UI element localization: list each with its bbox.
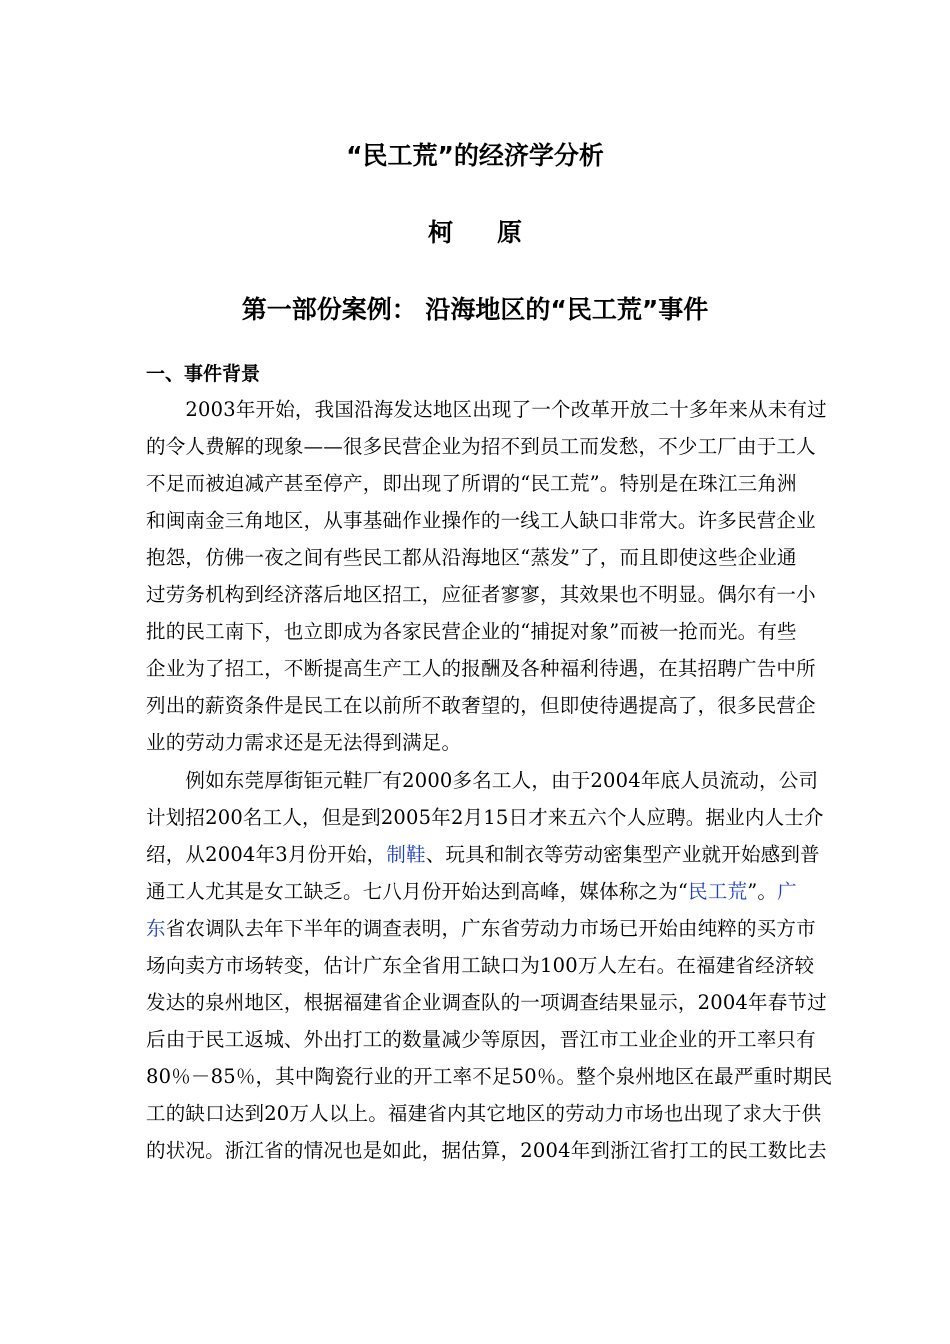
text-run: 企业为了招工，不断提高生产工人的报酬及各种福利待遇，在其招聘广告中所	[146, 657, 816, 681]
hyperlink[interactable]: 广	[777, 879, 797, 903]
author-family-char: 原	[497, 218, 523, 247]
part-title: 第一部份案例： 沿海地区的“民工荒”事件	[241, 295, 709, 324]
text-run: ”。	[747, 879, 778, 903]
text-run: 工的缺口达到20万人以上。福建省内其它地区的劳动力市场也出现了求大于供	[146, 1101, 822, 1125]
document-title: “民工荒”的经济学分析	[346, 141, 604, 170]
text-run: 计划招200名工人，但是到2005年2月15日才来五六个人应聘。据业内人士介	[146, 805, 824, 829]
text-run: 通工人尤其是女工缺乏。七八月份开始达到高峰，媒体称之为“	[146, 879, 689, 903]
body-line	[146, 765, 818, 793]
text-run: 的令人费解的现象——很多民营企业为招不到员工而发愁，不少工厂由于工人	[146, 435, 816, 459]
body-line	[146, 505, 816, 533]
text-run: 的状况。浙江省的情况也是如此，据估算，2004年到浙江省打工的民工数比去	[146, 1139, 827, 1162]
author-given-char: 柯	[427, 218, 453, 247]
hyperlink[interactable]: 制鞋	[386, 842, 426, 866]
body-line	[146, 468, 797, 496]
text-run: 列出的薪资条件是民工在以前所不敢奢望的，但即使待遇提高了，很多民营企	[146, 694, 816, 718]
text-run: 、玩具和制衣等劳动密集型产业就开始感到普	[425, 842, 820, 866]
text-run: 省农调队去年下半年的调查表明，广东省劳动力市场已开始由纯粹的买方市	[165, 916, 816, 940]
text-run: 抱怨，仿佛一夜之间有些民工都从沿海地区“蒸发”了，而且即使这些企业通	[146, 546, 797, 570]
body-line	[146, 1135, 827, 1163]
body-line	[146, 802, 824, 830]
text-run: 80％－85％，其中陶瓷行业的开工率不足50％。整个泉州地区在最严重时期民	[146, 1064, 833, 1088]
body-line	[146, 839, 820, 867]
body-line	[146, 653, 816, 681]
text-run: 发达的泉州地区，根据福建省企业调查队的一项调查结果显示，2004年春节过	[146, 990, 827, 1014]
body-line	[146, 1061, 832, 1089]
body-line	[146, 987, 827, 1015]
body-line	[146, 616, 797, 644]
body-line	[146, 913, 816, 941]
body-line	[146, 690, 816, 718]
text-run: 过劳务机构到经济落后地区招工，应征者寥寥，其效果也不明显。偶尔有一小	[146, 583, 816, 607]
text-run: 绍，从2004年3月份开始，	[146, 842, 387, 866]
text-run: 2003年开始，我国沿海发达地区出现了一个改革开放二十多年来从未有过	[146, 398, 827, 421]
text-run: 例如东莞厚街钜元鞋厂有2000多名工人，由于2004年底人员流动，公司	[146, 768, 819, 792]
text-run: 后由于民工返城、外出打工的数量减少等原因，晋江市工业企业的开工率只有	[146, 1027, 816, 1051]
body-line	[146, 394, 827, 422]
body-line	[146, 1098, 821, 1126]
body-line	[146, 431, 816, 459]
text-run: 和闽南金三角地区，从事基础作业操作的一线工人缺口非常大。许多民营企业	[146, 509, 816, 533]
body-line	[146, 1024, 816, 1052]
body-line	[146, 727, 461, 755]
body-line	[146, 876, 797, 904]
body-line	[146, 542, 797, 570]
section-heading: 一、事件背景	[146, 363, 261, 385]
text-run: 业的劳动力需求还是无法得到满足。	[146, 731, 462, 755]
hyperlink[interactable]: 东	[146, 916, 166, 940]
body-line	[146, 579, 816, 607]
body-line	[146, 950, 814, 978]
hyperlink[interactable]: 民工荒	[688, 879, 748, 903]
text-run: 场向卖方市场转变，估计广东全省用工缺口为100万人左右。在福建省经济较	[146, 953, 815, 977]
text-run: 不足而被迫减产甚至停产，即出现了所谓的“民工荒”。特别是在珠江三角洲	[146, 472, 797, 496]
text-run: 批的民工南下，也立即成为各家民营企业的“捕捉对象”而被一抢而光。有些	[146, 620, 797, 644]
document-author	[0, 213, 950, 249]
